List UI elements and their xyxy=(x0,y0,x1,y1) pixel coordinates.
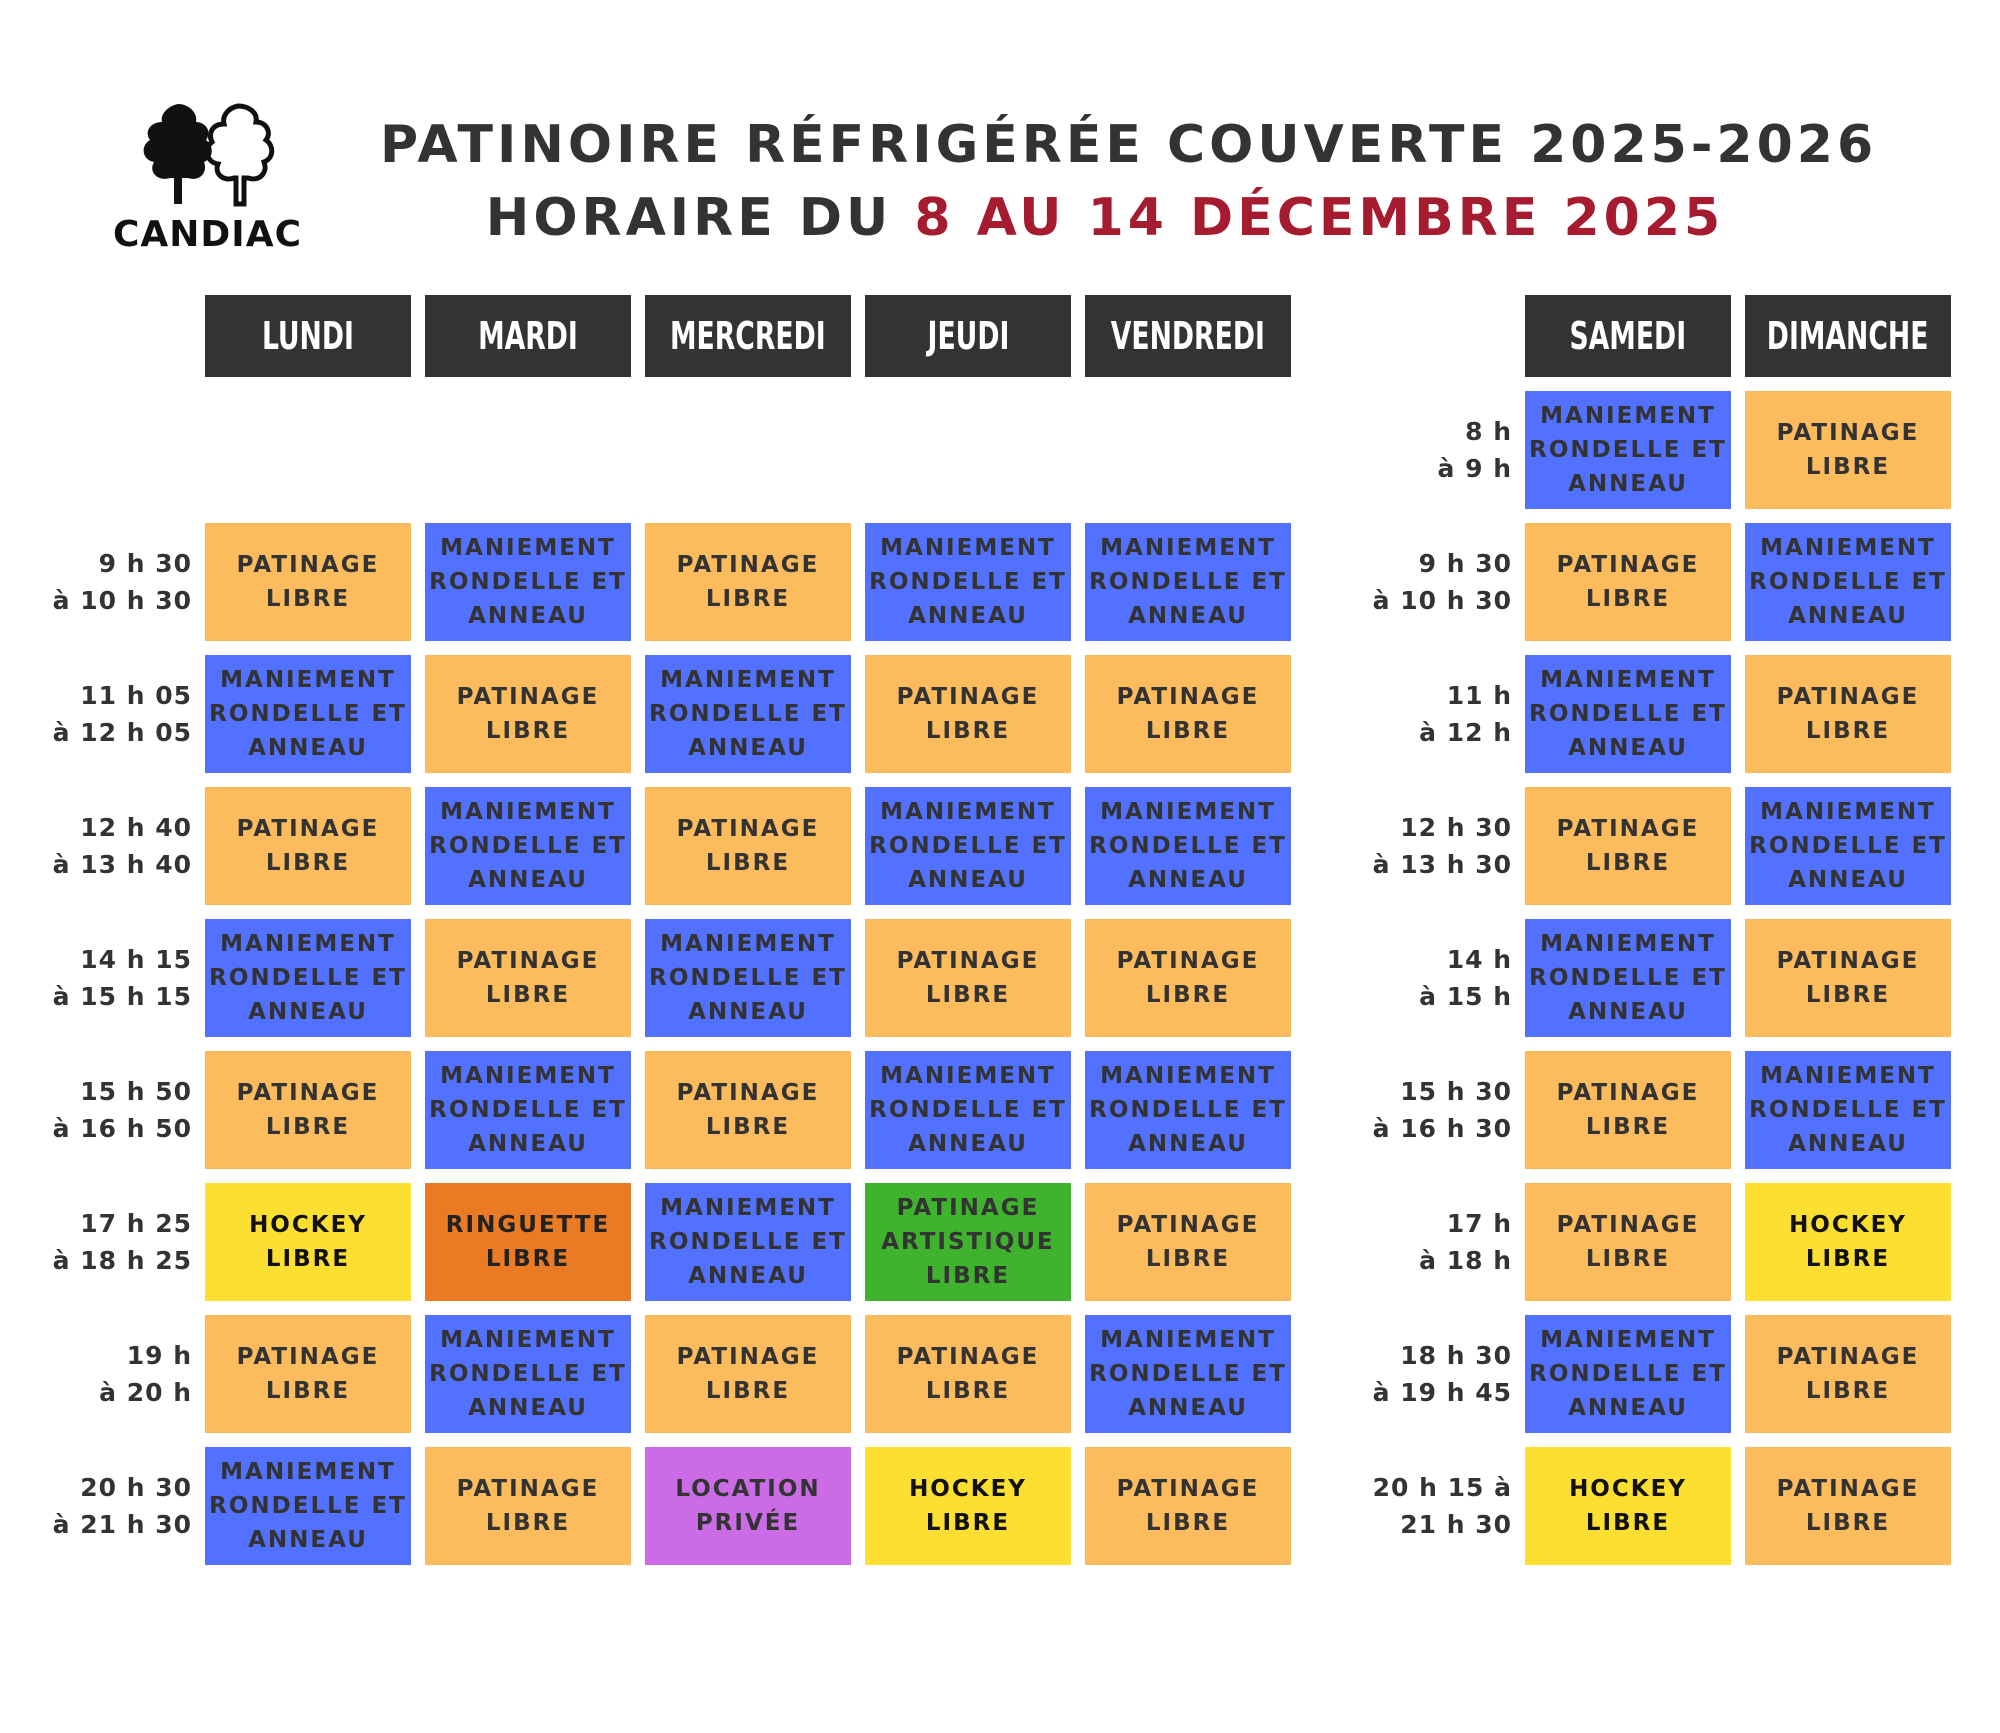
schedule-cell: PATINAGE LIBRE xyxy=(865,1315,1071,1433)
day-header-label: MARDI xyxy=(478,314,578,358)
schedule-cell: PATINAGE LIBRE xyxy=(1525,1183,1731,1301)
schedule-cell: MANIEMENT RONDELLE ET ANNEAU xyxy=(425,523,631,641)
schedule-cell: PATINAGE LIBRE xyxy=(1085,1447,1291,1565)
schedule-cell: PATINAGE LIBRE xyxy=(425,919,631,1037)
schedule-cell: MANIEMENT RONDELLE ET ANNEAU xyxy=(645,1183,851,1301)
schedule-cell: PATINAGE ARTISTIQUE LIBRE xyxy=(865,1183,1071,1301)
day-header-label: SAMEDI xyxy=(1569,314,1687,358)
time-slot-weekend: 17 h à 18 h xyxy=(1419,1209,1512,1275)
schedule-cell: PATINAGE LIBRE xyxy=(1525,523,1731,641)
time-slot-weekend: 15 h 30 à 16 h 30 xyxy=(1372,1077,1512,1143)
schedule-cell: MANIEMENT RONDELLE ET ANNEAU xyxy=(425,1315,631,1433)
day-header-samedi xyxy=(1525,295,1731,377)
schedule-cell: PATINAGE LIBRE xyxy=(865,919,1071,1037)
schedule-cell: HOCKEY LIBRE xyxy=(1745,1183,1951,1301)
time-slot-weekend: 9 h 30 à 10 h 30 xyxy=(1372,549,1512,615)
schedule-cell: PATINAGE LIBRE xyxy=(645,523,851,641)
schedule-cell: PATINAGE LIBRE xyxy=(1745,391,1951,509)
schedule-cell: PATINAGE LIBRE xyxy=(1085,655,1291,773)
page-title: PATINOIRE RÉFRIGÉRÉE COUVERTE 2025-2026 xyxy=(380,115,1878,175)
schedule-cell: PATINAGE LIBRE xyxy=(645,1051,851,1169)
day-header-dimanche xyxy=(1745,295,1951,377)
time-slot-weekend: 11 h à 12 h xyxy=(1419,681,1512,747)
schedule-cell: MANIEMENT RONDELLE ET ANNEAU xyxy=(425,1051,631,1169)
day-header-label: DIMANCHE xyxy=(1767,314,1929,358)
schedule-cell: MANIEMENT RONDELLE ET ANNEAU xyxy=(1745,523,1951,641)
schedule-cell: PATINAGE LIBRE xyxy=(1745,919,1951,1037)
schedule-cell: PATINAGE LIBRE xyxy=(425,1447,631,1565)
schedule-cell: MANIEMENT RONDELLE ET ANNEAU xyxy=(865,523,1071,641)
schedule-cell: LOCATION PRIVÉE xyxy=(645,1447,851,1565)
schedule-cell: PATINAGE LIBRE xyxy=(1085,919,1291,1037)
schedule-cell: MANIEMENT RONDELLE ET ANNEAU xyxy=(1085,1051,1291,1169)
schedule-cell: MANIEMENT RONDELLE ET ANNEAU xyxy=(865,787,1071,905)
schedule-cell: PATINAGE LIBRE xyxy=(205,787,411,905)
schedule-cell: MANIEMENT RONDELLE ET ANNEAU xyxy=(1085,1315,1291,1433)
time-slot-weekend: 14 h à 15 h xyxy=(1419,945,1512,1011)
time-slot-weekday: 20 h 30 à 21 h 30 xyxy=(52,1473,192,1539)
schedule-cell: MANIEMENT RONDELLE ET ANNEAU xyxy=(1745,787,1951,905)
schedule-cell: MANIEMENT RONDELLE ET ANNEAU xyxy=(425,787,631,905)
time-slot-weekend: 12 h 30 à 13 h 30 xyxy=(1372,813,1512,879)
schedule-cell: PATINAGE LIBRE xyxy=(1525,1051,1731,1169)
schedule-cell: PATINAGE LIBRE xyxy=(1745,1315,1951,1433)
schedule-cell: MANIEMENT RONDELLE ET ANNEAU xyxy=(865,1051,1071,1169)
day-header-mardi xyxy=(425,295,631,377)
schedule-cell: PATINAGE LIBRE xyxy=(425,655,631,773)
schedule-cell: PATINAGE LIBRE xyxy=(865,655,1071,773)
schedule-cell: HOCKEY LIBRE xyxy=(865,1447,1071,1565)
time-slot-weekend: 20 h 15 à 21 h 30 xyxy=(1372,1473,1512,1539)
page-subtitle xyxy=(380,188,1830,248)
schedule-cell: MANIEMENT RONDELLE ET ANNEAU xyxy=(1525,1315,1731,1433)
day-header-label: LUNDI xyxy=(262,314,354,358)
time-slot-weekend: 8 h à 9 h xyxy=(1437,417,1512,483)
day-header-label: JEUDI xyxy=(927,314,1009,358)
schedule-cell: PATINAGE LIBRE xyxy=(645,787,851,905)
schedule-cell: MANIEMENT RONDELLE ET ANNEAU xyxy=(1085,523,1291,641)
schedule-cell: MANIEMENT RONDELLE ET ANNEAU xyxy=(1745,1051,1951,1169)
time-slot-weekday: 9 h 30 à 10 h 30 xyxy=(52,549,192,615)
time-slot-weekday: 12 h 40 à 13 h 40 xyxy=(52,813,192,879)
time-slot-weekday: 19 h à 20 h xyxy=(99,1341,192,1407)
day-header-vendredi xyxy=(1085,295,1291,377)
logo-text: CANDIAC xyxy=(113,214,302,255)
day-header-jeudi xyxy=(865,295,1071,377)
schedule-cell: PATINAGE LIBRE xyxy=(205,1051,411,1169)
time-slot-weekday: 14 h 15 à 15 h 15 xyxy=(52,945,192,1011)
time-slot-weekend: 18 h 30 à 19 h 45 xyxy=(1372,1341,1512,1407)
schedule-cell: PATINAGE LIBRE xyxy=(1745,1447,1951,1565)
schedule-cell: MANIEMENT RONDELLE ET ANNEAU xyxy=(205,919,411,1037)
schedule-cell: MANIEMENT RONDELLE ET ANNEAU xyxy=(1525,919,1731,1037)
schedule-cell: MANIEMENT RONDELLE ET ANNEAU xyxy=(1525,655,1731,773)
subtitle-prefix: HORAIRE DU xyxy=(485,188,915,248)
schedule-cell: HOCKEY LIBRE xyxy=(205,1183,411,1301)
time-slot-weekday: 17 h 25 à 18 h 25 xyxy=(52,1209,192,1275)
subtitle-dates: 8 AU 14 DÉCEMBRE 2025 xyxy=(914,188,1725,248)
schedule-cell: HOCKEY LIBRE xyxy=(1525,1447,1731,1565)
schedule-cell: MANIEMENT RONDELLE ET ANNEAU xyxy=(1085,787,1291,905)
candiac-logo xyxy=(100,100,315,255)
tree-icon xyxy=(138,100,278,210)
schedule-cell: PATINAGE LIBRE xyxy=(1525,787,1731,905)
schedule-cell: MANIEMENT RONDELLE ET ANNEAU xyxy=(205,1447,411,1565)
schedule-cell: PATINAGE LIBRE xyxy=(205,1315,411,1433)
schedule-cell: MANIEMENT RONDELLE ET ANNEAU xyxy=(645,655,851,773)
time-slot-weekday: 15 h 50 à 16 h 50 xyxy=(52,1077,192,1143)
schedule-cell: MANIEMENT RONDELLE ET ANNEAU xyxy=(645,919,851,1037)
day-header-lundi xyxy=(205,295,411,377)
time-slot-weekday: 11 h 05 à 12 h 05 xyxy=(52,681,192,747)
schedule-cell: RINGUETTE LIBRE xyxy=(425,1183,631,1301)
schedule-cell: PATINAGE LIBRE xyxy=(205,523,411,641)
schedule-cell: PATINAGE LIBRE xyxy=(645,1315,851,1433)
day-header-mercredi xyxy=(645,295,851,377)
schedule-cell: PATINAGE LIBRE xyxy=(1745,655,1951,773)
schedule-cell: PATINAGE LIBRE xyxy=(1085,1183,1291,1301)
schedule-cell: MANIEMENT RONDELLE ET ANNEAU xyxy=(205,655,411,773)
schedule-cell: MANIEMENT RONDELLE ET ANNEAU xyxy=(1525,391,1731,509)
day-header-label: VENDREDI xyxy=(1110,314,1266,358)
day-header-label: MERCREDI xyxy=(670,314,826,358)
